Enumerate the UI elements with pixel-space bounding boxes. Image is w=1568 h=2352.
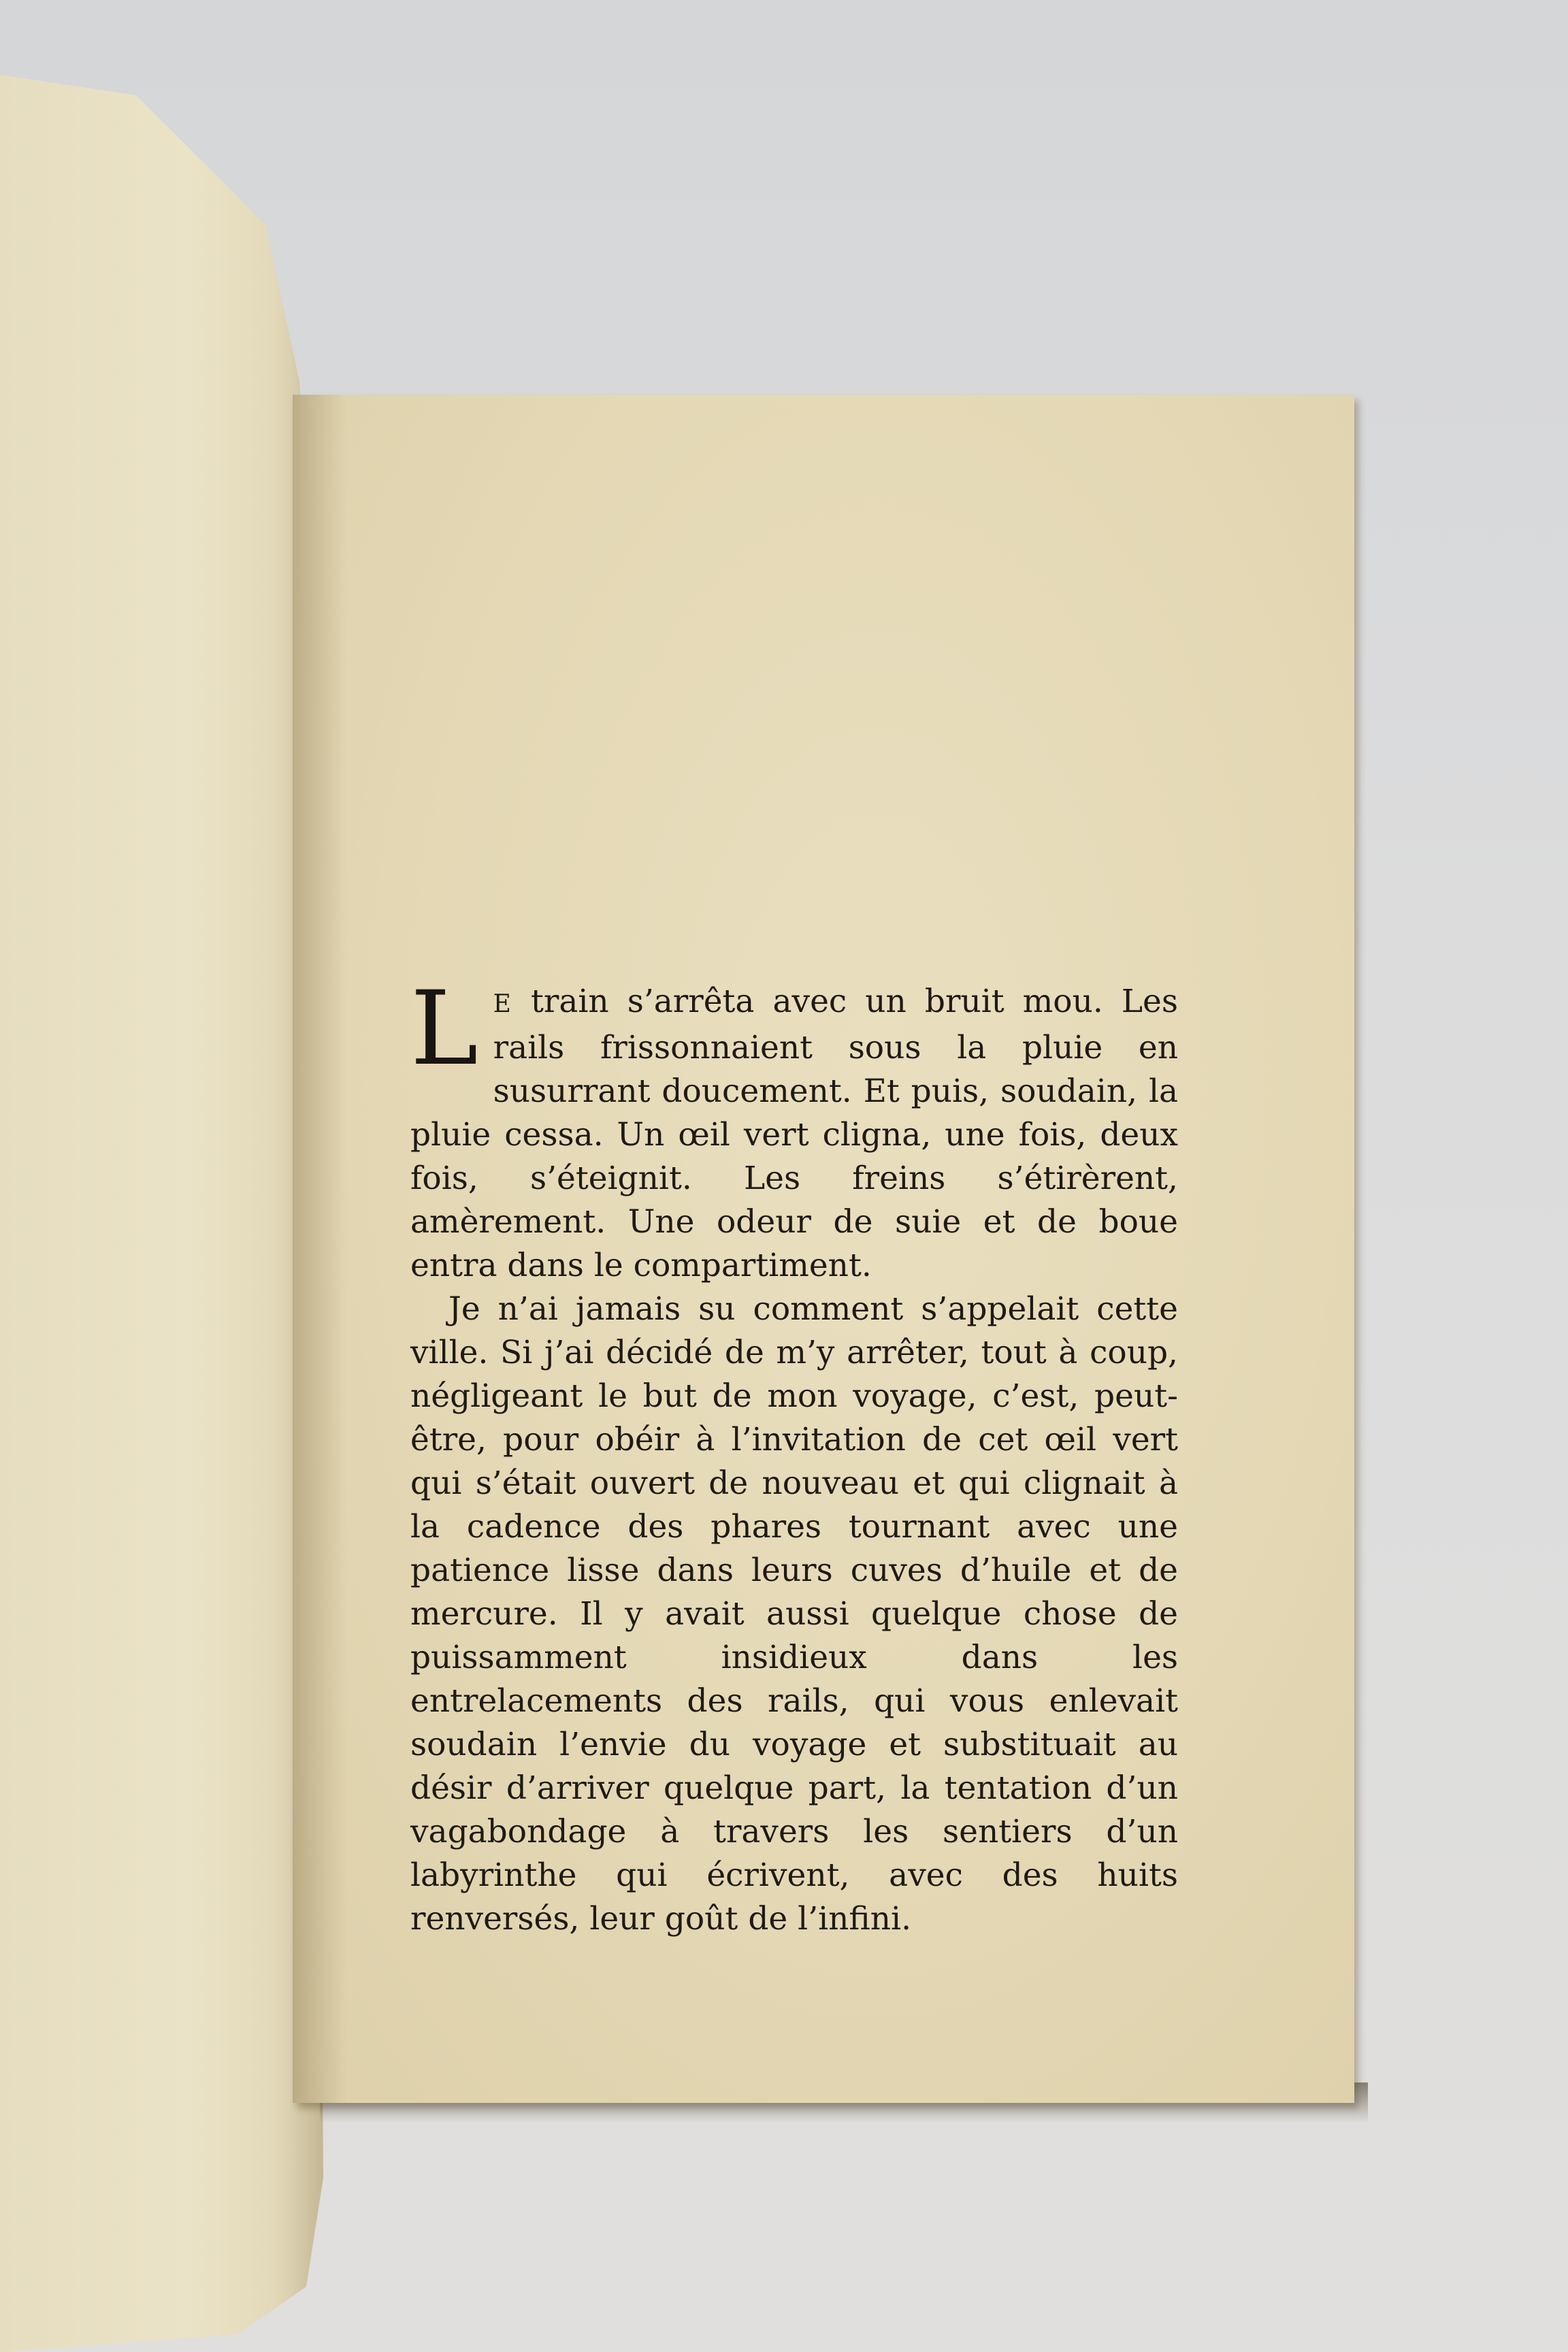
paragraph-2: Je n’ai jamais su comment s’appelait cette ville. Si j’ai décidé de m’y arrêter, tout à coup, négligeant le but de mon voyage, c’est, peut-être, pour obéir à l’invitation de cet œil vert qui s’était ouvert de nouveau et qui clignait à la cadence des phares tournant avec une patience lisse dans leurs cuves d’huile et de mercure. Il y avait aussi quelque chose de puissamment insidieux dans les entrelacements des rails, qui vous enlevait soudain l’envie du voyage et substituait au désir d’arriver quelque part, la tentation d’un vagabondage à travers les sentiers d’un labyrinthe qui écrivent, avec des huits renversés, leur goût de l’infini. xyxy=(410,1290,1178,1938)
gutter-shadow xyxy=(293,395,347,2103)
paragraph-1 xyxy=(410,970,1178,1288)
body-text xyxy=(410,970,1178,1941)
left-page-shading xyxy=(0,0,340,2352)
first-word-rest: E xyxy=(493,990,512,1018)
drop-cap: L xyxy=(410,970,478,1088)
paragraph-1-text: train s’arrêta avec un bruit mou. Les rails frissonnaient sous la pluie en susurrant doucement. Et puis, soudain, la pluie cessa. Un œil vert cligna, une fois, deux fois, s’éteignit. Les freins s’étirèrent, amèrement. Une odeur de suie et de boue entra dans le compartiment. xyxy=(410,983,1178,1284)
